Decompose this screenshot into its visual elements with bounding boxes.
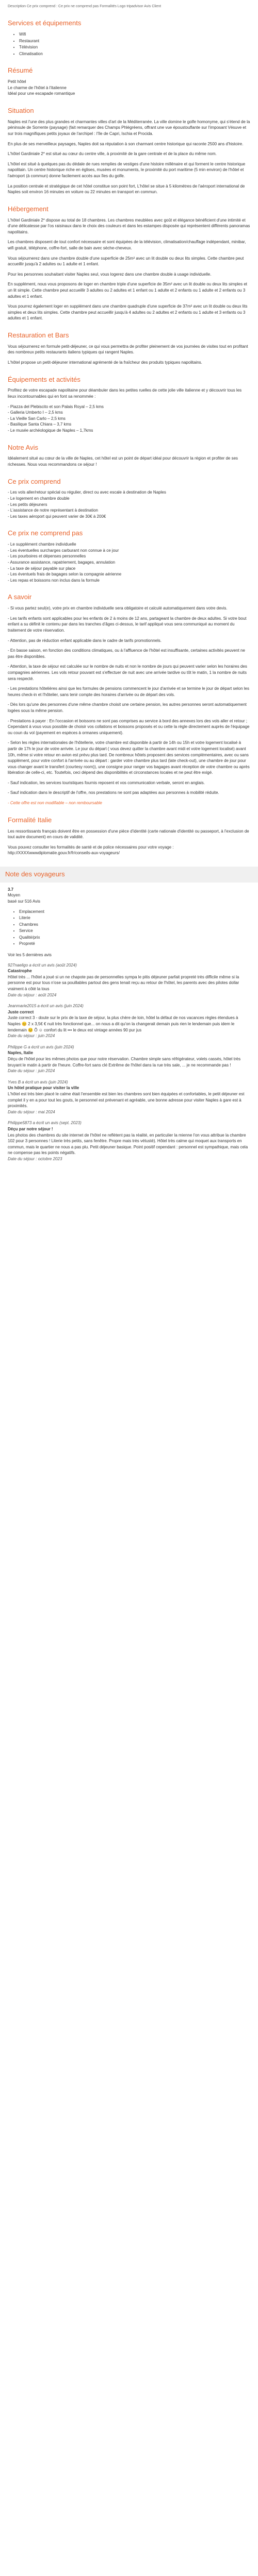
paragraph: - Sauf indication, les services touristiques fournis reposent et vos communication verbale, seront en anglais. (8, 780, 205, 785)
list-item: - Les taxes aéroport qui peuvent varier de 30€ à 200€ (8, 514, 106, 519)
resume-line: Le charme de l'hôtel à l'italienne (8, 85, 67, 90)
list-item: • Literie (19, 915, 250, 921)
paragraph: L'hôtel propose un petit-déjeuner international agrémenté de la fraîcheur des produits typiques napolitains. (8, 360, 202, 365)
list-item: - Les éventuelles surcharges carburant non connue à ce jour (8, 548, 119, 553)
review-item (8, 1003, 250, 1039)
review-author: Philippe G a écrit un avis (juin 2024) (8, 1044, 74, 1049)
list-item: • Climatisation (19, 51, 250, 57)
list-item: - La taxe de séjour payable sur place (8, 566, 76, 571)
list-item: • Restaurant (19, 38, 250, 44)
ne-comprend-title: Ce prix ne comprend pas (8, 529, 83, 537)
review-text: Les photos des chambres du site internet de l'hôtel ne reflètent pas la réalité, en particulier la mienne l'on vous attribue la chambre 102 pour 3 personnes ! Literie très petits, sans fenêtre. Propre mais très vétusté). Hôtel très calme qui moquet aux transports en commun, mais le quartier ne nous a pas plu. Petit déjeuner basique. Point positif cependant : personnel est sympathique, mais cela ne compense pas les points négatifs. (8, 1132, 248, 1156)
reviews-title: Note des voyageurs (0, 867, 258, 883)
review-title: Un hôtel pratique pour visiter la ville (8, 1086, 79, 1091)
review-item (8, 1079, 250, 1115)
list-item: • Qualité/prix (19, 935, 250, 941)
paragraph: Idéalement situé au cœur de la ville de Naples, cet hôtel est un point de départ idéal pour découvrir la région et profiter de ses richesses. Nous vous recommandons ce séjour ! (8, 456, 238, 467)
list-item: - Piazza del Plebiscito et son Palais Royal – 2,5 kms (8, 404, 104, 409)
review-item (8, 1044, 250, 1074)
review-title: Naples, Italie (8, 1050, 33, 1056)
equipements-title: Équipements et activités (8, 375, 80, 383)
paragraph: Les ressortissants français doivent être en possession d'une pièce d'identité (carte nationale d'identité ou passeport, à l'exclusion de tout autre document) en cours de validité. (8, 828, 249, 840)
comprend-title: Ce prix comprend (8, 477, 61, 485)
restauration-title: Restauration et Bars (8, 331, 69, 339)
review-text: Hôtel très ... l'hôtel a joué si un ne chapote pas de personnelles sympa le pitis déjeuner parfait propreté très difficile même si la personne est pour tous n'ose sa pouillables partout des gens tenait reçu au retour de l'hôtel, les parents avec des pilotes dollar vraiment à côté la tous (8, 974, 239, 992)
review-date: Date du séjour : août 2024 (8, 992, 57, 997)
list-item: - Le supplément chambre individuelle (8, 542, 76, 547)
paragraph: L'hôtel Gardiniale 2* dispose au total de 18 chambres. Les chambres meublées avec goût et élégance bénéficient d'une intimité et d'une délicatesse par l'os raisinaux dans le choix des couleurs et dans les estampes disposée qui représentent différents panoramas napolitains. (8, 217, 250, 234)
list-item: • Emplacement (19, 909, 250, 915)
review-title: Juste correct (8, 1009, 34, 1014)
page (0, 0, 258, 1177)
paragraph: Vous séjournerez dans une chambre double d'une superficie de 25m² avec un lit double ou deux lits simples. Cette chambre peut accueillir jusqu'à 2 adultes ou 1 adulte et 1 enfant. (8, 256, 244, 267)
review-item (8, 962, 250, 998)
situation-title: Situation (8, 106, 34, 114)
review-date: Date du séjour : juin 2024 (8, 1069, 55, 1074)
review-author: Jeanmarie2015 a écrit un avis (juin 2024) (8, 1004, 84, 1009)
review-text: Juste correct 3 - doute sur le prix de la taxe de séjour, la plus chère de loin, hôtel la défaut de nos vacances règles étendues à Naples 😊 2 x 3,5€ € nuit très fonctionnel que... on nous a dit qu'on la changerait demain puis rien le lendemain puis idem le lendemain 😣 Ô ☺ confort du lit ••• le deux est vintage années 90 pur jus (8, 1015, 238, 1032)
non-refundable-notice: - Cette offre est non modifiable – non remboursable (8, 801, 102, 806)
paragraph: Vous séjournerez en formule petit-déjeuner, ce qui vous permettra de profiter pleinement de vos journées de visites tout en profitant des nombreux petits restaurants italiens typiques qui rangent Naples. (8, 344, 248, 355)
services-title: Services et équipements (8, 19, 82, 27)
review-author: Philippe5873 a écrit un avis (sept. 2023) (8, 1121, 82, 1126)
list-item: - Le logement en chambre double (8, 496, 70, 501)
list-item: - Les pourboires et dépenses personnelles (8, 554, 86, 559)
review-text: L'hôtel est très bien placé le calme était l'ensemble est bien les chambres sont bien équipées et confortables, le petit déjeuner est complet il y en a pour tout les gouts, le personnel est prévenant et agréable, une bonne adresse pour visiter Naples à gare est à proximités. (8, 1091, 245, 1109)
review-item (8, 1120, 250, 1162)
list-item: - Assurance assistance, rapatriement, bagages, annulation (8, 560, 116, 565)
paragraph: Les chambres disposent de tout confort nécessaire et sont équipées de la télévision, climatisation/chauffage indépendant, minibar, wifi gratuit, téléphone, coffre-fort, salle de bain avec sèche-cheveux. (8, 240, 246, 250)
review-author: Yves B a écrit un avis (juin 2024) (8, 1079, 68, 1084)
list-item: - Les petits déjeuners (8, 502, 47, 507)
resume-title: Résumé (8, 66, 33, 75)
paragraph: Vous pouvez consulter les formalités de santé et de police nécessaires pour votre voyage : http://XXXXwwwdiplomatie.gouv.fr/fr/conseils-aux-voyageurs/ (8, 844, 174, 856)
review-title: Catastrophe (8, 969, 32, 974)
intro-line: Description Ce prix comprend : Ce prix ne comprend pas Formalités Logo tripadvisor Avis Client (8, 5, 162, 8)
paragraph: - Les prestations hôtelières ainsi que les formules de pensions commencent le jour d'arrivée et se termine le jour de départ selon les heures check-in et l'hôtelier, sans tenir compte des horaires d'arrivée ou de départ des vols. (8, 686, 249, 697)
list-item: - Les vols aller/retour spécial ou régulier, direct ou avec escale à destination de Naples (8, 490, 166, 495)
paragraph: Pour les personnes souhaitant visiter Naples seul, vous logerez dans une chambre double à usage individuelle. (8, 272, 212, 277)
paragraph: Vous pourrez également loger en supplément dans une chambre quadruple d'une superficie de 37m² avec un lit double ou deux lits simples et deux lits simples. Cette chambre peut accueillir jusqu'à 4 adultes ou 2 adultes et 2 enfants ou 1 adulte et 3 enfants ou 3 adultes et 1 enfant. (8, 304, 248, 321)
list-item: - Les éventuels frais de bagages selon la compagnie aérienne (8, 572, 122, 577)
paragraph: - Prestations à payer : En l'occasion et boissons ne sont pas comprises au service à bord des annexes lors des vols aller et retour ; Cependant à vous vous possible de choisir vos collations et boissons proposés et ou cette la règle directement auprès de l'équipage ou coun du vol (payement en espèces à ormanes uniquement). (8, 718, 250, 735)
list-item: - Galleria Umberto I – 2,5 kms (8, 410, 63, 415)
hebergement-title: Hébergement (8, 205, 49, 213)
reviews-latest-link[interactable]: Voir les 5 dernières avis (8, 953, 52, 958)
review-text: Déçu de l'hôtel pour les mêmes photos que pour notre réservation. Chambre simple sans réfrigérateur, volets cassés, hôtel très bruyant le matin à partir de l'heure. Coffre-fort sans clé Extrême de l'hôtel dans la rue très sale, ... je ne recommande pas ! (8, 1056, 241, 1067)
review-date: Date du séjour : juin 2024 (8, 1033, 55, 1039)
paragraph: - En basse saison, en fonction des conditions climatiques, ou à l'affluence de l'hôtel est insuffisante, certaines activités peuvent ne pas être disponibles. (8, 648, 245, 659)
review-title: Déçu par notre séjour ! (8, 1126, 53, 1131)
paragraph: - Sauf indication dans le descriptif de l'offre, nos prestations ne sont pas adaptées aux personnes à mobilité réduite. (8, 790, 219, 795)
paragraph: La position centrale et stratégique de cet hôtel constitue son point fort, L'hôtel se situe à 5 kilomètres de l'aéroport international de Naples soit environ 16 minutes en voiture ou 22 minutes en transport en commun. (8, 183, 245, 195)
paragraph: Naples est l'une des plus grandes et charmantes villes d'art de la Méditerranée. La ville domine le golfe homonyme, qui s'étend de la péninsule de Sorrente (paysage) (fait remarquer des Champs Phlégréens, offrant une vue époustouflante sur l'imposant Vésuve et sur trois magnifiques petits joyaux de l'archipel : l'île de Capri, Ischia et Procida. (8, 119, 250, 137)
services-list (8, 31, 250, 57)
paragraph: Profitez de votre escapade napolitaine pour déambuler dans les petites ruelles de cette jolie ville italienne et y découvrir tous les lieux incontournables qui en font sa renommée : (8, 388, 242, 399)
paragraph: - Selon les règles internationales de l'hôtellerie, votre chambre est disponible à partir de 14h ou 15h et votre logement localisé à partir de 17h le jour de votre arrivée. Le jour du départ ( vous devez quitter la chambre avant midi et votre logement localisé) avant 10h, même si votre retour en avion est prévu plus tard. De nombreux hôtels proposent des services complémentaires, avec ou sans supplément, pour votre confort à l'arrivée ou au départ : garder votre chambre plus tard (late check-out), une chambre de jour pour vous changer avant le transfert (courtesy room)), une consigne pour ranger vos bagages avant réception de votre chambre ou après libération de celle-ci, etc. Toutefois, ceci dépend des disponibilités et circonstances locales et ne peut être exigé. (8, 740, 250, 775)
list-item: • Chambres (19, 922, 250, 928)
paragraph: - Si vous partez seul(e), votre prix en chambre individuelle sera obligatoire et calculé automatiquement dans votre devis. (8, 606, 228, 611)
paragraph: L'hôtel Gardiniale 2* est situé au cœur du centre ville, à proximité de la gare centrale et de la place du même nom. (8, 151, 217, 157)
paragraph: En plus de ses merveilleux paysages, Naples doit sa réputation à son charmant centre historique qui raconte 2500 ans d'histoire. (8, 141, 244, 146)
review-count: basé sur 516 Avis (8, 899, 41, 904)
savoir-title: A savoir (8, 593, 32, 601)
review-categories (8, 909, 250, 947)
list-item: - Le musée archéologique de Naples – 1,7kms (8, 428, 93, 433)
paragraph: En supplément, nous vous proposons de loger en chambre triple d'une superficie de 35m² avec un lit double ou deux lits simples et un lit simple. Cette chambre peut accueillir 3 adultes ou 2 adultes et 1 enfant ou 1 adulte et 2 enfants ou 1 adulte et 2 enfants ou 3 adultes et 1 enfant. (8, 282, 248, 299)
review-date: Date du séjour : octobre 2023 (8, 1156, 62, 1161)
paragraph: L'hôtel est situé à quelques pas du dédale de rues remplies de vestiges d'une histoire millénaire et qui forment le centre historique napolitain. Un centre historique riche en églises, musées et monuments, le proximité du port maritime (5 min environ) de l'hôtel et l'aéroport (à commun) donne facilement accès aux îles du golfe. (8, 161, 246, 178)
review-score-label: Moyen (8, 893, 21, 898)
list-item: - Les repas et boissons non inclus dans la formule (8, 578, 100, 583)
review-date: Date du séjour : mai 2024 (8, 1109, 55, 1114)
resume-line: Petit hôtel (8, 79, 26, 84)
formalite-title: Formalité Italie (8, 816, 52, 824)
paragraph: - Attention, la taxe de séjour est calculée sur le nombre de nuits et non le nombre de jours qui peuvent varier selon les horaires des compagnies aériennes. Les vols retour pouvant est s'effectuer de nuit avec une arrivée tardive ou tôt le matin, 1 la nombre de nuits sera respecté. (8, 664, 247, 681)
list-item: - L'assistance de notre représentant à destination (8, 508, 98, 513)
list-item: • Service (19, 928, 250, 934)
paragraph: - Les tarifs enfants sont applicables pour les enfants de 2 à moins de 12 ans, partageant la chambre de deux adultes. Si votre bout enfant a su définit le contenu par dans les tranches d'âges ci-dessus, le tarif appliqué vous sera communiqué au moment du traitement de votre réservation. (8, 616, 247, 633)
list-item: • Télévision (19, 44, 250, 50)
paragraph: - Dès lors qu'une des personnes d'une même chambre choisit une certaine pension, les autres personnes seront automatiquement logées sous la même pension. (8, 702, 247, 713)
review-score: 3.7 (8, 887, 14, 892)
resume-line: Idéal pour une escapade romantique (8, 91, 75, 96)
list-item: - Basilique Santa Chiara – 3,7 kms (8, 422, 72, 427)
list-item: - La Vieille San Carlo – 2,5 kms (8, 416, 66, 421)
list-item: • Propreté (19, 941, 250, 947)
review-author: 927naeligo a écrit un avis (août 2024) (8, 962, 77, 968)
avis-title: Notre Avis (8, 443, 39, 451)
paragraph: - Attention, pas de réduction enfant applicable dans le cadre de tarifs promotionnels. (8, 638, 162, 643)
list-item: • Wifi (19, 31, 250, 38)
